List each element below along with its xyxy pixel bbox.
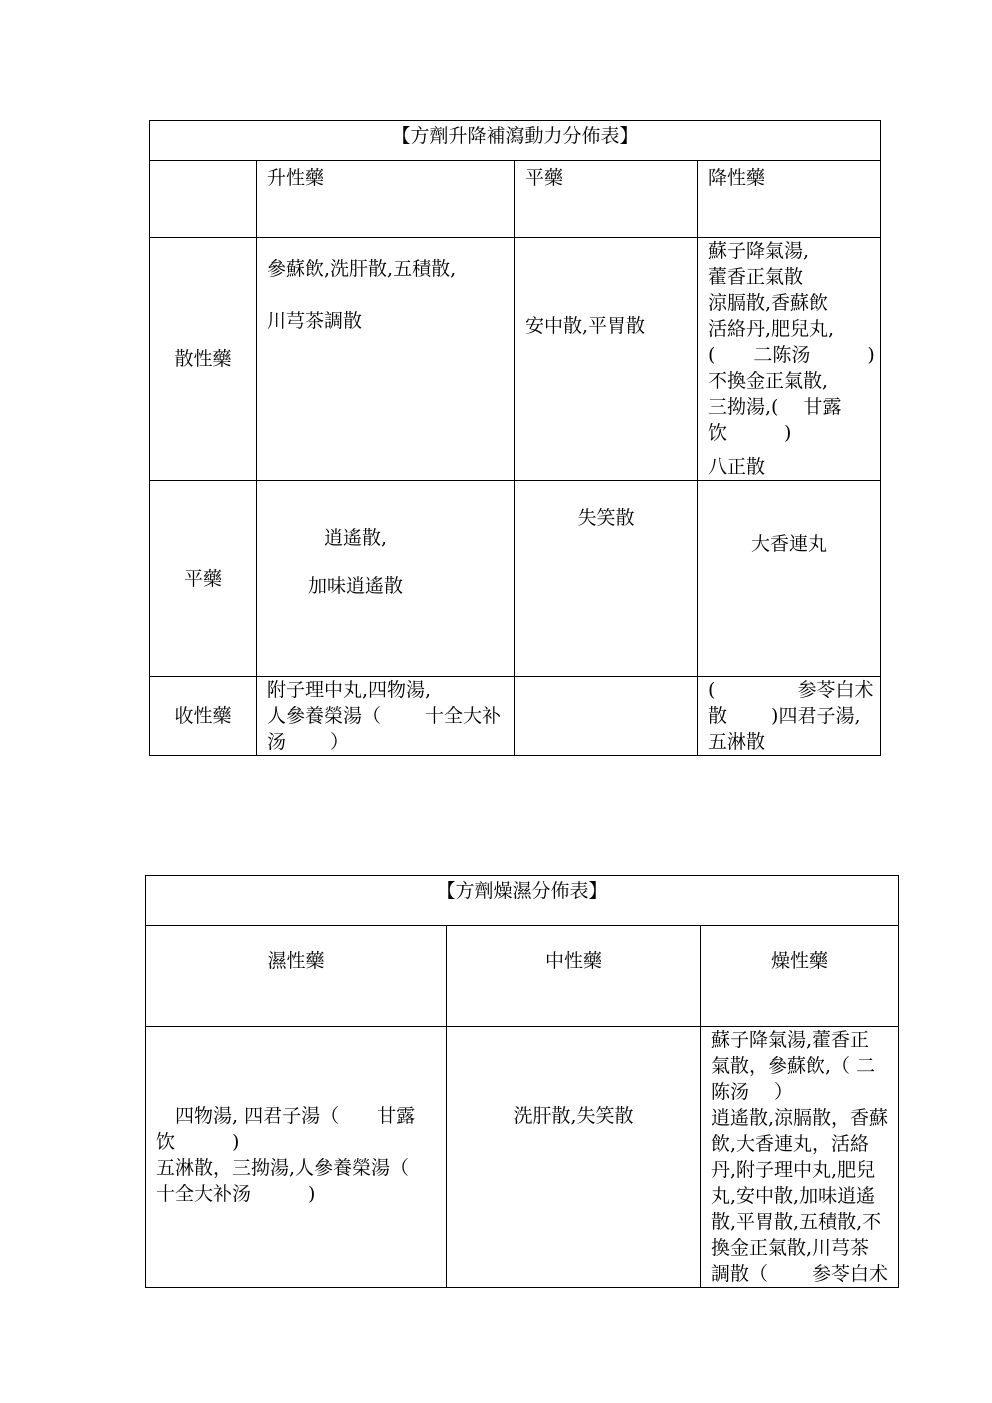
cell-astringent-neutral: [515, 677, 698, 756]
header-neutral: 平藥: [515, 161, 698, 238]
cell-wet: 四物湯, 四君子湯（ 甘露 饮 ) 五淋散，三拗湯,人參養榮湯（ 十全大补汤 ): [146, 1027, 447, 1288]
cell-neutral-rise: 逍遙散, 加味逍遙散: [257, 481, 515, 677]
header-fall: 降性藥: [698, 161, 881, 238]
row-label-dispersing: 散性藥: [150, 238, 257, 481]
header-moderate: 中性藥: [447, 926, 701, 1027]
row-label-astringent: 收性藥: [150, 677, 257, 756]
dynamics-table-title: 【方劑升降補瀉動力分佈表】: [150, 121, 881, 161]
header-corner: [150, 161, 257, 238]
dryness-table-title: 【方劑燥濕分佈表】: [146, 876, 899, 926]
cell-moderate: 洗肝散,失笑散: [447, 1027, 701, 1288]
cell-dry: 蘇子降氣湯,藿香正 氣散，參蘇飲,（ 二 陈汤 ） 逍遙散,涼膈散，香蘇 飲,大香連丸，活絡 丹,附子理中丸,肥兒 丸,安中散,加味逍遙 散,平胃散,五積散,不 換金正氣散,川芎茶 調散（ 参苓白术: [701, 1027, 899, 1288]
cell-dispersing-fall: 蘇子降氣湯, 藿香正氣散 涼膈散,香蘇飲 活絡丹,肥兒丸, ( 二陈汤 ) 不換金正氣散, 三拗湯,( 甘露 饮 ) 八正散: [698, 238, 881, 481]
cell-astringent-fall: ( 参苓白术 散 )四君子湯, 五淋散: [698, 677, 881, 756]
cell-dispersing-rise: 參蘇飲,洗肝散,五積散, 川芎茶調散: [257, 238, 515, 481]
cell-dispersing-neutral: 安中散,平胃散: [515, 238, 698, 481]
dynamics-table: [149, 120, 881, 756]
cell-neutral-fall: 大香連丸: [698, 481, 881, 677]
cell-neutral-neutral: 失笑散: [515, 481, 698, 677]
row-label-neutral: 平藥: [150, 481, 257, 677]
header-wet: 濕性藥: [146, 926, 447, 1027]
header-rise: 升性藥: [257, 161, 515, 238]
cell-astringent-rise: 附子理中丸,四物湯, 人參養榮湯（ 十全大补 汤 ）: [257, 677, 515, 756]
dryness-table: [145, 875, 899, 1288]
header-dry: 燥性藥: [701, 926, 899, 1027]
